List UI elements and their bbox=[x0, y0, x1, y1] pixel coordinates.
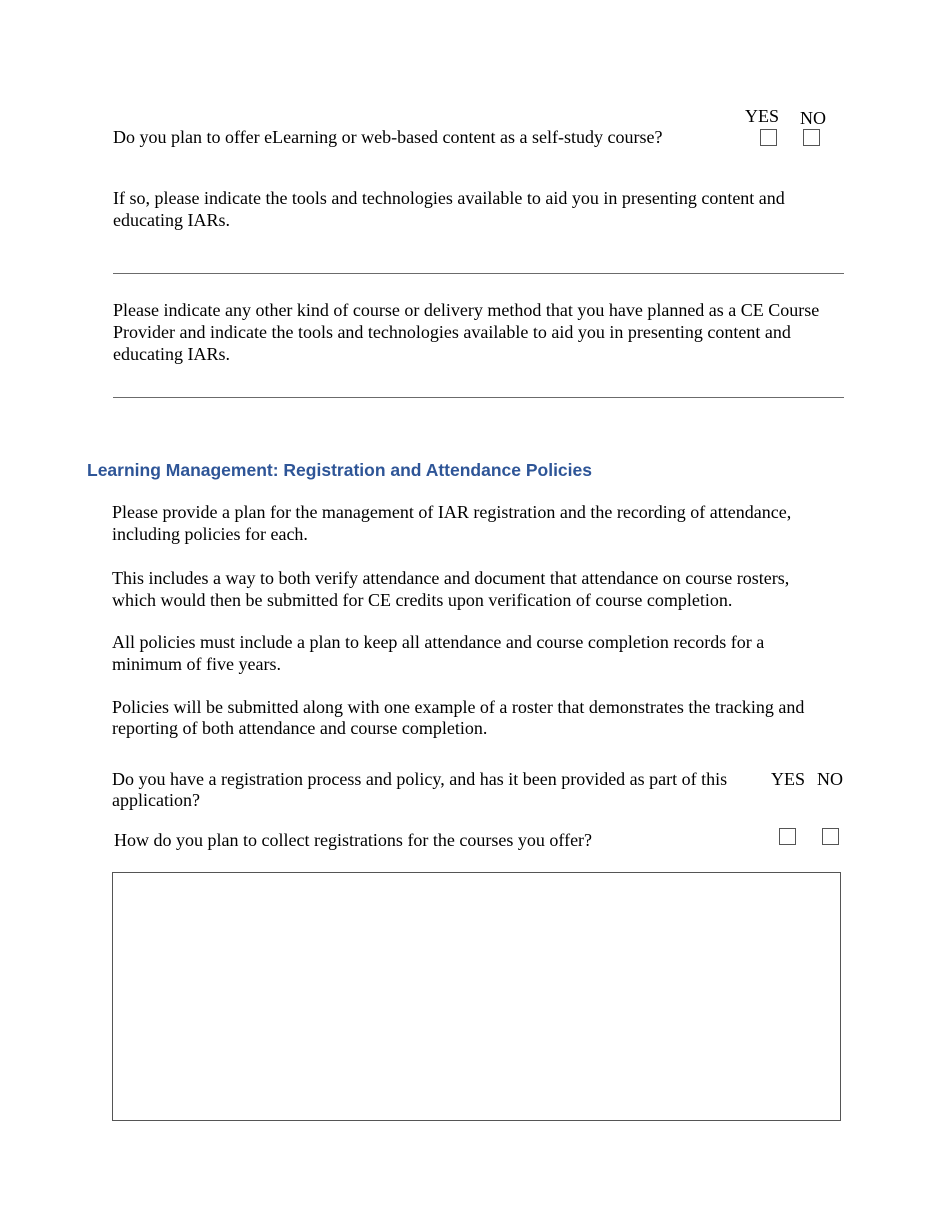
collect-registrations-question: How do you plan to collect registrations for the courses you offer? bbox=[114, 830, 593, 850]
registration-answer-box[interactable] bbox=[112, 872, 841, 1121]
registration-no-checkbox[interactable] bbox=[822, 828, 839, 845]
other-course-prompt-line-2: Provider and indicate the tools and technologies available to aid you in presenting content and bbox=[113, 322, 791, 342]
registration-yes-checkbox[interactable] bbox=[779, 828, 796, 845]
lm-paragraph-4-line-2: reporting of both attendance and course completion. bbox=[112, 718, 488, 738]
lm-paragraph-1-line-2: including policies for each. bbox=[112, 524, 308, 544]
lm-paragraph-4-line-1: Policies will be submitted along with one example of a roster that demonstrates the tracking and bbox=[112, 697, 805, 717]
elearning-question: Do you plan to offer eLearning or web-based content as a self-study course? bbox=[113, 127, 663, 147]
lm-paragraph-3-line-1: All policies must include a plan to keep all attendance and course completion records for a bbox=[112, 632, 765, 652]
registration-yes-label: YES bbox=[771, 769, 806, 789]
lm-paragraph-3-line-2: minimum of five years. bbox=[112, 654, 281, 674]
other-course-prompt-line-1: Please indicate any other kind of course or delivery method that you have planned as a CE Course bbox=[113, 300, 820, 320]
lm-paragraph-2-line-1: This includes a way to both verify attendance and document that attendance on course rosters, bbox=[112, 568, 790, 588]
registration-question-line-1: Do you have a registration process and policy, and has it been provided as part of this bbox=[112, 769, 728, 789]
lm-paragraph-1-line-1: Please provide a plan for the management of IAR registration and the recording of attendance, bbox=[112, 502, 792, 522]
registration-no-label: NO bbox=[817, 769, 843, 789]
registration-question-line-2: application? bbox=[112, 790, 200, 810]
elearning-yes-checkbox[interactable] bbox=[760, 129, 777, 146]
lm-paragraph-2-line-2: which would then be submitted for CE credits upon verification of course completion. bbox=[112, 590, 733, 610]
elearning-yes-label: YES bbox=[745, 106, 780, 126]
other-course-prompt-line-3: educating IARs. bbox=[113, 344, 230, 364]
elearning-no-label: NO bbox=[800, 108, 826, 128]
section-heading-learning-management: Learning Management: Registration and Attendance Policies bbox=[87, 460, 592, 480]
tools-answer-line[interactable] bbox=[113, 273, 844, 274]
tools-prompt-line-2: educating IARs. bbox=[113, 210, 230, 230]
other-course-answer-line[interactable] bbox=[113, 397, 844, 398]
tools-prompt-line-1: If so, please indicate the tools and technologies available to aid you in presenting content and bbox=[113, 188, 785, 208]
elearning-no-checkbox[interactable] bbox=[803, 129, 820, 146]
